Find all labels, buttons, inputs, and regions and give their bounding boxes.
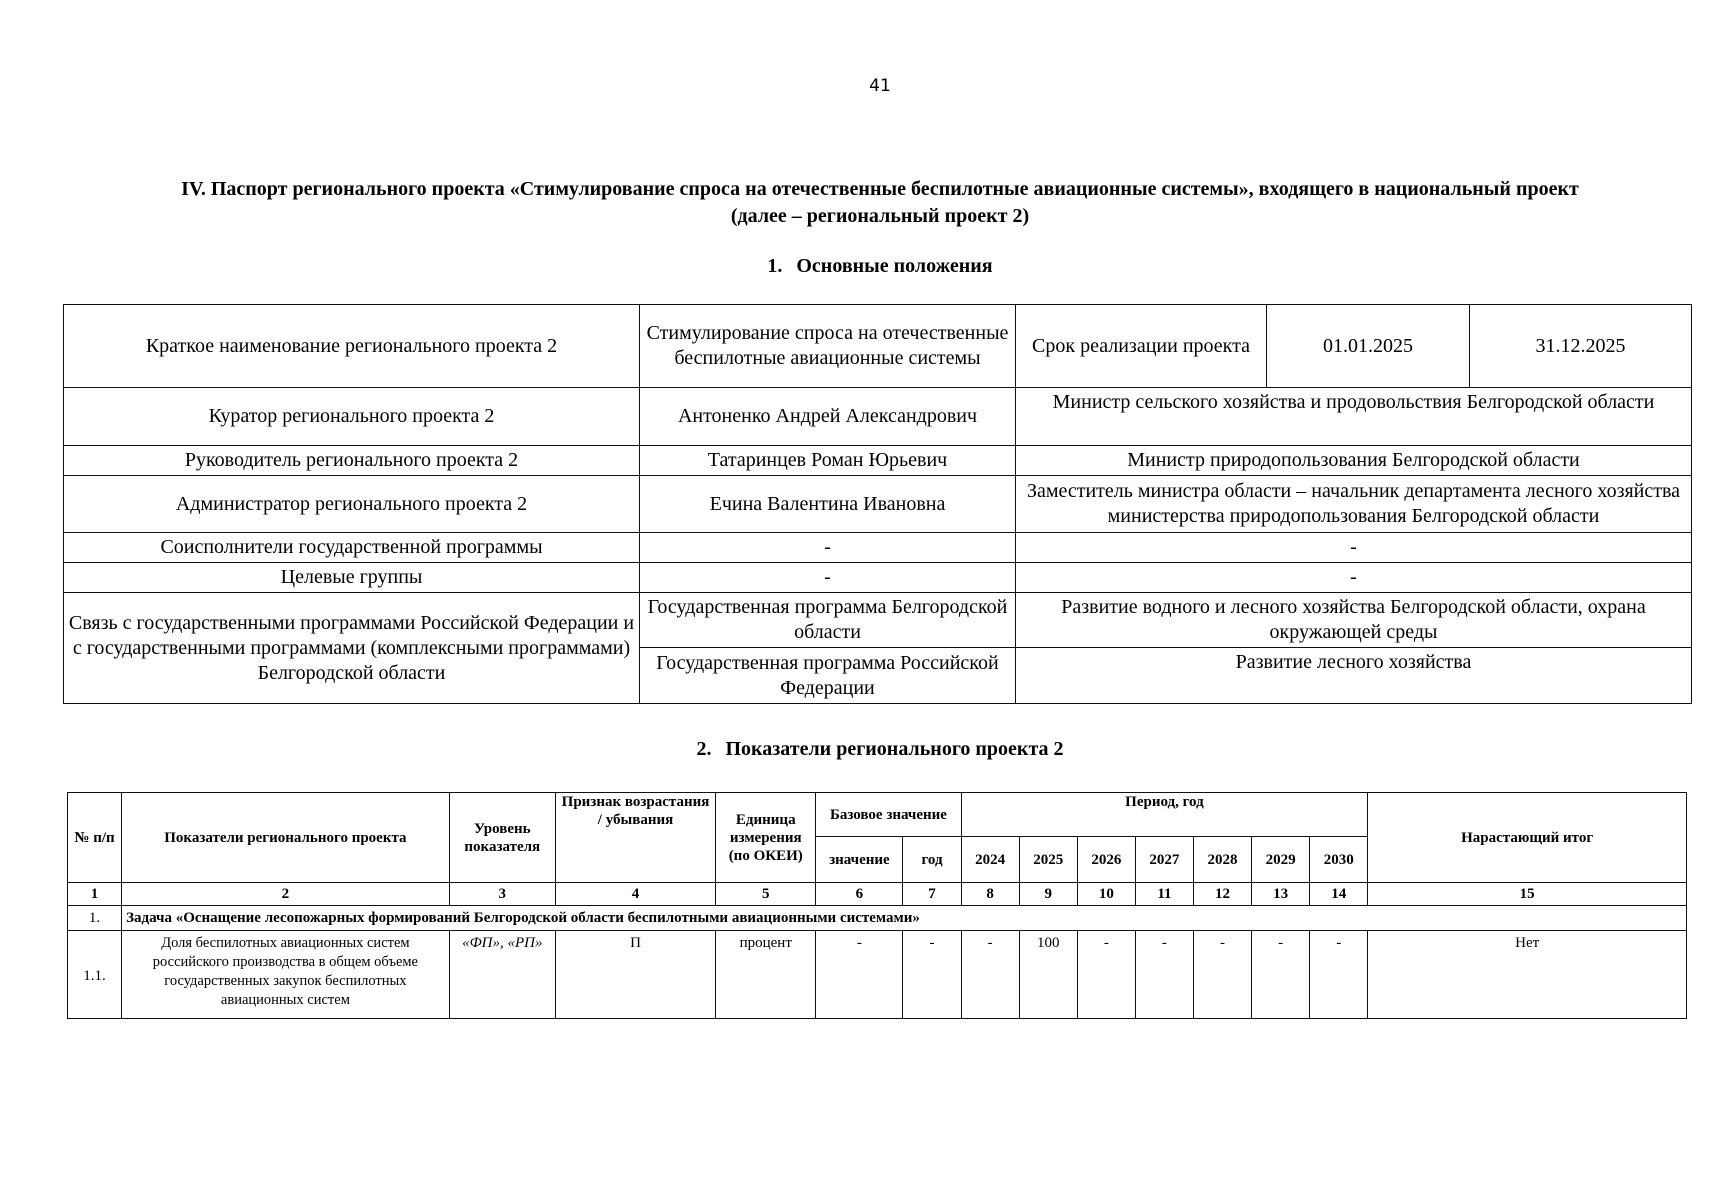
col-header-cumulative: Нарастающий итог: [1368, 793, 1687, 883]
table-row: [64, 533, 1692, 563]
indicator-value-2028: -: [1193, 931, 1251, 1019]
task-title: Задача «Оснащение лесопожарных формирований Белгородской области беспилотными авиационными системами»: [122, 906, 1687, 931]
indicators-table: [67, 792, 1687, 1019]
col-header-base-year: год: [903, 837, 961, 883]
target-groups-value-2: -: [1016, 563, 1692, 593]
column-number: 12: [1193, 883, 1251, 906]
indicator-value-2025: 100: [1019, 931, 1077, 1019]
column-number-row: [68, 883, 1687, 906]
indicator-value-2030: -: [1310, 931, 1368, 1019]
coexecutors-value-1: -: [640, 533, 1016, 563]
indicator-name: Доля беспилотных авиационных систем российского производства в общем объеме государственных закупок беспилотных авиационных систем: [122, 931, 450, 1019]
section-2-number: 2.: [696, 738, 712, 760]
section-2-title: Показатели регионального проекта 2: [725, 738, 1064, 760]
indicator-cumulative: Нет: [1368, 931, 1687, 1019]
col-header-base-value: значение: [816, 837, 903, 883]
coexecutors-label: Соисполнители государственной программы: [64, 533, 640, 563]
column-number: 15: [1368, 883, 1687, 906]
col-header-year-2026: 2026: [1077, 837, 1135, 883]
section-1-heading: [0, 255, 1723, 278]
program-1-type: Государственная программа Белгородской области: [640, 593, 1016, 648]
table-row: [64, 476, 1692, 533]
head-label: Руководитель регионального проекта 2: [64, 446, 640, 476]
task-number: 1.: [68, 906, 122, 931]
indicator-base-year: -: [903, 931, 961, 1019]
col-header-sign: Признак возрастания / убывания: [555, 793, 715, 883]
table-row: [64, 563, 1692, 593]
task-row: [68, 906, 1687, 931]
indicator-value-2024: -: [961, 931, 1019, 1019]
col-header-num: № п/п: [68, 793, 122, 883]
column-number: 10: [1077, 883, 1135, 906]
head-name: Татаринцев Роман Юрьевич: [640, 446, 1016, 476]
document-title-line1: IV. Паспорт регионального проекта «Стимулирование спроса на отечественные беспилотные авиационные системы», входящего в национальный проект: [181, 178, 1579, 200]
curator-label: Куратор регионального проекта 2: [64, 388, 640, 446]
table-row: [64, 593, 1692, 648]
column-number: 11: [1135, 883, 1193, 906]
col-header-year-2029: 2029: [1252, 837, 1310, 883]
column-number: 13: [1252, 883, 1310, 906]
col-header-level: Уровень показателя: [449, 793, 555, 883]
indicator-unit: процент: [716, 931, 816, 1019]
column-number: 2: [122, 883, 450, 906]
curator-position: Министр сельского хозяйства и продовольствия Белгородской области: [1016, 388, 1692, 446]
target-groups-label: Целевые группы: [64, 563, 640, 593]
column-number: 8: [961, 883, 1019, 906]
head-position: Министр природопользования Белгородской области: [1016, 446, 1692, 476]
table-row: [64, 446, 1692, 476]
programs-link-label: Связь с государственными программами Российской Федерации и с государственными программами (комплексными программами) Белгородской области: [64, 593, 640, 704]
section-2-heading: [0, 738, 1723, 761]
indicator-value-2027: -: [1135, 931, 1193, 1019]
column-number: 9: [1019, 883, 1077, 906]
column-number: 5: [716, 883, 816, 906]
indicator-value-2026: -: [1077, 931, 1135, 1019]
indicator-value-2029: -: [1252, 931, 1310, 1019]
admin-position: Заместитель министра области – начальник департамента лесного хозяйства министерства природопользования Белгородской области: [1016, 476, 1692, 533]
indicator-level: «ФП», «РП»: [449, 931, 555, 1019]
admin-name: Ечина Валентина Ивановна: [640, 476, 1016, 533]
column-number: 6: [816, 883, 903, 906]
page-number: 41: [869, 76, 891, 96]
short-name-label: Краткое наименование регионального проекта 2: [64, 305, 640, 388]
indicator-number: 1.1.: [68, 931, 122, 1019]
indicator-base-value: -: [816, 931, 903, 1019]
table-row: [64, 305, 1692, 388]
col-header-year-2024: 2024: [961, 837, 1019, 883]
col-header-year-2025: 2025: [1019, 837, 1077, 883]
main-provisions-table: [63, 304, 1692, 704]
table-header-row: [68, 793, 1687, 837]
coexecutors-value-2: -: [1016, 533, 1692, 563]
col-header-period: Период, год: [961, 793, 1368, 837]
target-groups-value-1: -: [640, 563, 1016, 593]
curator-name: Антоненко Андрей Александрович: [640, 388, 1016, 446]
table-row: [64, 388, 1692, 446]
col-header-year-2030: 2030: [1310, 837, 1368, 883]
column-number: 3: [449, 883, 555, 906]
short-name-value: Стимулирование спроса на отечественные беспилотные авиационные системы: [640, 305, 1016, 388]
term-label: Срок реализации проекта: [1016, 305, 1267, 388]
col-header-unit: Единица измерения (по ОКЕИ): [716, 793, 816, 883]
col-header-year-2028: 2028: [1193, 837, 1251, 883]
col-header-indicator: Показатели регионального проекта: [122, 793, 450, 883]
col-header-year-2027: 2027: [1135, 837, 1193, 883]
section-1-number: 1.: [767, 255, 783, 277]
indicator-sign: П: [555, 931, 715, 1019]
section-1-title: Основные положения: [796, 255, 993, 277]
term-end: 31.12.2025: [1470, 305, 1692, 388]
admin-label: Администратор регионального проекта 2: [64, 476, 640, 533]
table-row: [68, 931, 1687, 1019]
column-number: 7: [903, 883, 961, 906]
column-number: 4: [555, 883, 715, 906]
col-header-base: Базовое значение: [816, 793, 961, 837]
document-title-line2: (далее – региональный проект 2): [730, 205, 1030, 227]
term-start: 01.01.2025: [1267, 305, 1470, 388]
program-2-type: Государственная программа Российской Федерации: [640, 648, 1016, 704]
program-2-name: Развитие лесного хозяйства: [1016, 648, 1692, 704]
document-title: [70, 176, 1690, 230]
column-number: 1: [68, 883, 122, 906]
column-number: 14: [1310, 883, 1368, 906]
program-1-name: Развитие водного и лесного хозяйства Белгородской области, охрана окружающей среды: [1016, 593, 1692, 648]
